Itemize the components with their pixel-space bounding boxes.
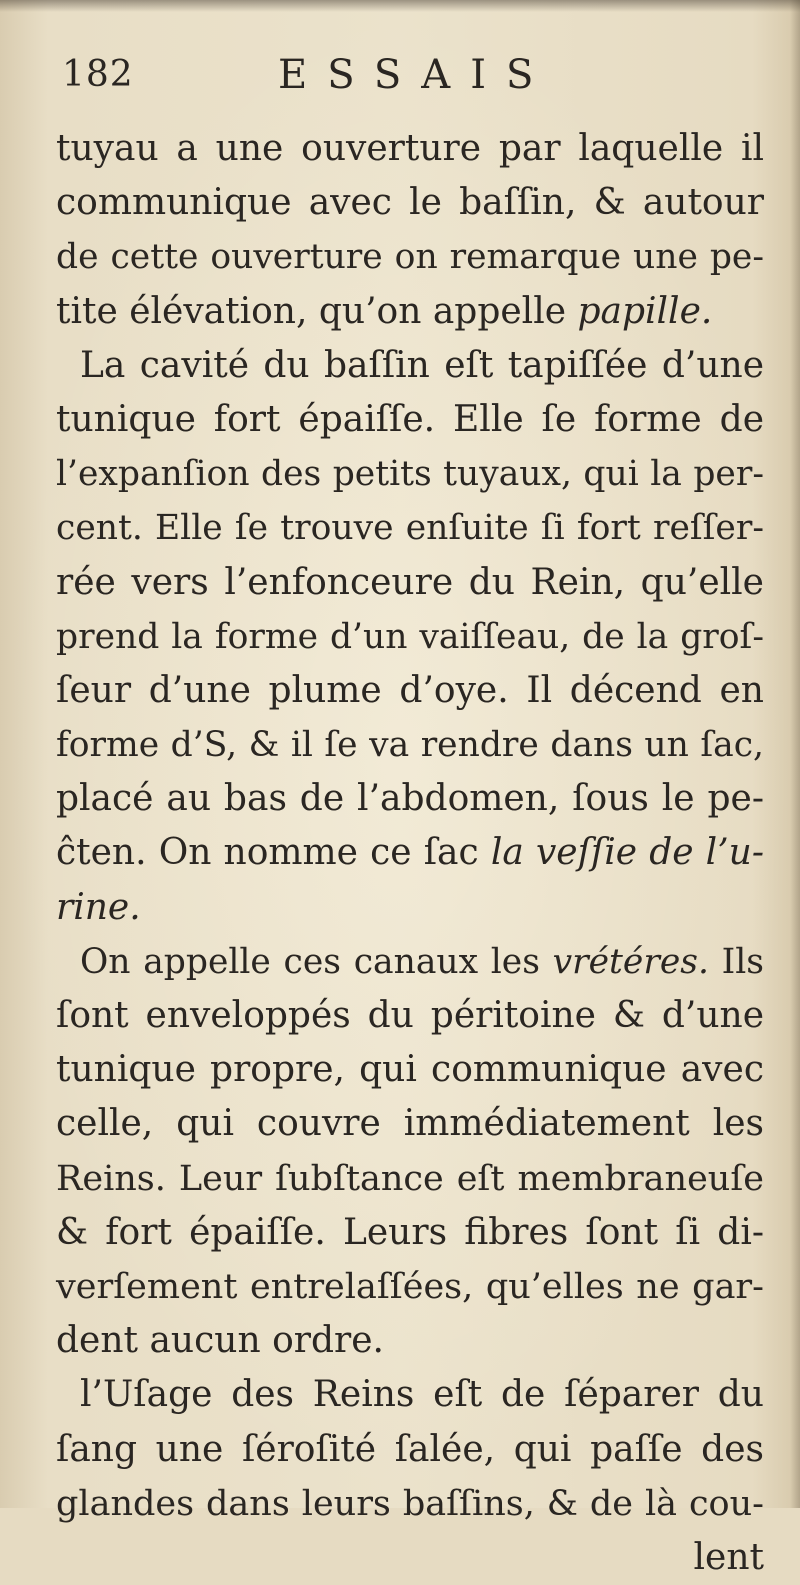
- text-line: tunique fort épaiſſe. Elle ſe forme de: [56, 398, 764, 440]
- text-line: prend la forme d’un vaiſſeau, de la groſ-: [56, 616, 764, 657]
- text-line: de cette ouverture on remarque une pe-: [56, 237, 764, 278]
- text-line: dent aucun ordre.: [56, 1320, 384, 1362]
- paragraph-start-line: l’Uſage des Reins eſt de ſéparer du: [80, 1374, 764, 1416]
- paragraph-start-line: La cavité du baſſin eſt tapiſſée d’une: [80, 344, 764, 386]
- text-line: communique avec le baſſin, & autour: [56, 182, 764, 224]
- paragraph-start-line: On appelle ces canaux les vrétéres. Ils: [80, 941, 764, 982]
- text-line: glandes dans leurs baſſins, & de là cou-: [56, 1483, 764, 1524]
- text-line: tuyau a une ouverture par laquelle il: [56, 128, 764, 169]
- text-line: forme d’S, & il ſe va rendre dans un ſac,: [56, 725, 764, 766]
- text-line: tite élévation, qu’on appelle papille.: [56, 290, 713, 332]
- running-head: ESSAIS: [278, 52, 554, 98]
- italic-term: vrétéres.: [552, 941, 709, 982]
- page-right-edge: [790, 0, 800, 1508]
- page-number: 182: [62, 54, 134, 95]
- catchword: lent: [693, 1536, 764, 1578]
- text-line: cent. Elle ſe trouve enſuite ſi fort reſſer-: [56, 508, 764, 549]
- body-text: [56, 122, 764, 1585]
- text-line: [56, 881, 764, 935]
- text-line: ĉten. On nomme ce ſac la veſſie de l’u-: [56, 832, 764, 874]
- italic-term: papille.: [577, 290, 713, 332]
- text-line: ſang une ſéroſité ſalée, qui paſſe des: [56, 1428, 764, 1470]
- page-top-edge: [0, 0, 800, 12]
- text-line: celle, qui couvre immédiatement les: [56, 1103, 764, 1145]
- italic-term: la veſſie de l’u-: [490, 832, 764, 874]
- text-line: rée vers l’enfonceure du Rein, qu’elle: [56, 561, 764, 603]
- text-line: placé au bas de l’abdomen, ſous le pe-: [56, 778, 764, 820]
- text-line: tunique propre, qui communique avec: [56, 1049, 764, 1091]
- text-line: Reins. Leur ſubſtance eſt membraneuſe: [56, 1158, 764, 1199]
- text-line: verſement entrelaſſées, qu’elles ne gar-: [56, 1266, 764, 1307]
- text-line: ſont enveloppés du péritoine & d’une: [56, 995, 764, 1036]
- text-line: l’expanſion des petits tuyaux, qui la per-: [56, 454, 764, 495]
- text-line: ſeur d’une plume d’oye. Il décend en: [56, 669, 764, 711]
- italic-term: rine.: [56, 886, 141, 928]
- text-line: & fort épaiſſe. Leurs fibres ſont ſi di-: [56, 1211, 764, 1253]
